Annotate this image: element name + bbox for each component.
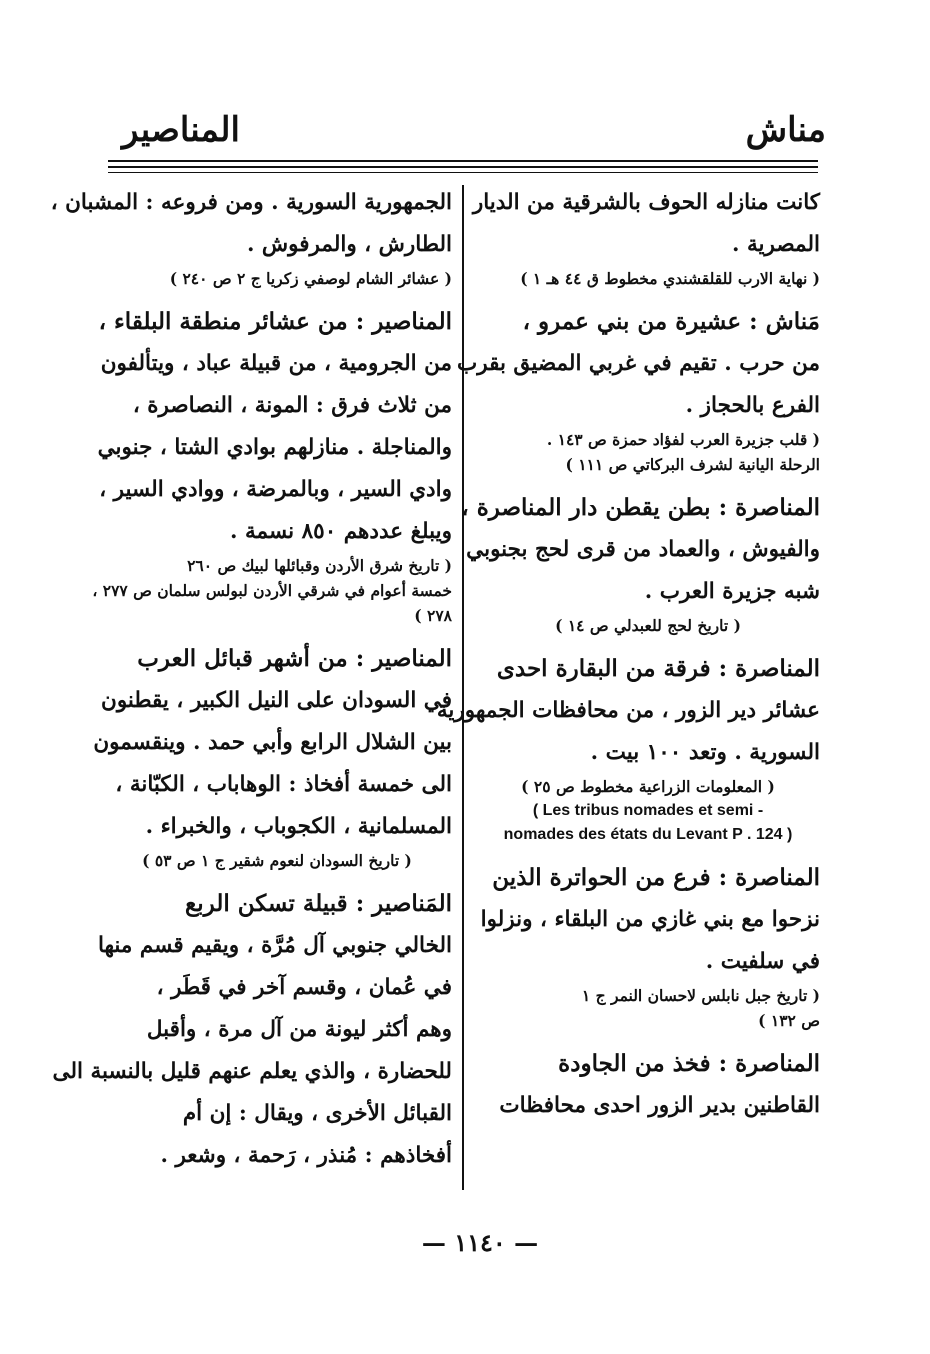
entry-gap <box>476 291 820 301</box>
entry-gap <box>476 477 820 487</box>
text-line: في عُمان ، وقسم آخر في قَطَر ، <box>156 975 452 1000</box>
header-rule <box>108 160 818 162</box>
header-rule <box>108 172 818 173</box>
text-line: السورية . وتعد ١٠٠ بيت . <box>590 740 820 765</box>
source-reference: الرحلة اليانية لشرف البركاتي ص ١١١ ) <box>565 455 820 474</box>
text-line: الفرع بالحجاز . <box>685 393 820 418</box>
entry-heading-line: المناصير : من أشهر قبائل العرب <box>137 645 452 672</box>
entry-gap <box>102 291 452 301</box>
header-right-word: مناش <box>745 110 826 150</box>
text-line: المصرية . <box>732 232 820 257</box>
entry-heading-line: المناصرة : فرع من الحواترة الذين <box>492 864 820 891</box>
text-line: نزحوا مع بني غازي من البلقاء ، ونزلوا <box>480 907 820 932</box>
text-line: المسلمانية ، الكجوباب ، والخبراء . <box>145 814 452 839</box>
left-column <box>50 182 452 1177</box>
source-reference: خمسة أعوام في شرقي الأردن لبولس سلمان ص ٢٧٧ ، <box>92 581 452 600</box>
text-line: وادي السير ، وبالمرضة ، ووادي السير ، <box>99 477 452 502</box>
page-number: — ١١٤٠ — <box>421 1228 539 1257</box>
text-line: من ثلاث فرق : المونة ، النصاصرة ، <box>132 393 452 418</box>
text-line: عشائر دير الزور ، من محافظات الجمهورية <box>436 698 820 723</box>
right-column <box>436 182 820 1127</box>
text-line: شبه جزيرة العرب . <box>644 579 820 604</box>
text-line: في السودان على النيل الكبير ، يقطنون <box>101 688 452 713</box>
entry-heading-line: المناصير : من عشائر منطقة البلقاء ، <box>98 308 452 335</box>
source-reference: ( قلب جزيرة العرب لفؤاد حمزة ص ١٤٣ . <box>546 430 820 449</box>
header-left-word: المناصير <box>122 110 240 150</box>
french-reference: nomades des états du Levant P . 124 ) <box>503 826 793 843</box>
entry-heading-line: المناصرة : فرقة من البقارة احدى <box>496 655 820 682</box>
entry-heading-line: مَناش : عشيرة من بني عمرو ، <box>522 308 820 335</box>
source-reference: ( نهاية الارب للقلقشندي مخطوط ق ٤٤ هـ ١ ) <box>520 269 820 288</box>
entry-gap <box>102 628 452 638</box>
text-line: والمناجلة . منازلهم بوادي الشتا ، جنوبي <box>97 435 452 460</box>
text-line: القبائل الأخرى ، ويقال : إن أم <box>182 1101 452 1126</box>
source-reference: ( تاريخ لحج للعبدلي ص ١٤ ) <box>555 616 741 635</box>
source-reference: ٢٧٨ ) <box>414 606 452 625</box>
french-reference: ( Les tribus nomades et semi - <box>532 802 764 819</box>
text-line: أفخاذهم : مُنذر ، رَحمة ، وشعر . <box>160 1143 452 1168</box>
source-reference: ( تاريخ شرق الأردن وقبائلها لبيك ص ٢٦٠ <box>187 556 452 575</box>
column-divider <box>462 185 464 1190</box>
text-line: الخالي جنوبي آل مُرَّة ، ويقيم قسم منها <box>97 933 452 958</box>
entry-gap <box>476 638 820 648</box>
source-reference: ( عشائر الشام لوصفي زكريا ج ٢ ص ٢٤٠ ) <box>169 269 452 288</box>
text-line: للحضارة ، والذي يعلم عنهم قليل بالنسبة الى <box>52 1059 452 1084</box>
entry-heading-line: المناصرة : فخذ من الجاودة <box>558 1050 820 1077</box>
entry-heading-line: المناصرة : بطن يقطن دار المناصرة ، <box>461 494 820 521</box>
entry-gap <box>102 873 452 883</box>
source-reference: ص ١٣٢ ) <box>758 1011 820 1030</box>
text-line: الى خمسة أفخاذ : الوهاباب ، الكبّانة ، <box>115 772 452 797</box>
entry-gap <box>476 1033 820 1043</box>
text-line: الطارش ، والمرفوش . <box>246 232 452 257</box>
text-line: كانت منازله الحوف بالشرقية من الديار <box>472 190 820 215</box>
text-line: بين الشلال الرابع وأبي حمد . وينقسمون <box>93 730 452 755</box>
text-line: القاطنين بدير الزور احدى محافظات <box>499 1093 820 1118</box>
text-line: في سلفيت . <box>705 949 820 974</box>
text-line: من الجرومية ، من قبيلة عباد ، ويتألفون <box>100 351 452 376</box>
source-reference: ( تاريخ السودان لنعوم شقير ج ١ ص ٥٣ ) <box>142 851 412 870</box>
source-reference: ( المعلومات الزراعية مخطوط ص ٢٥ ) <box>521 777 775 796</box>
text-line: وهم أكثر ليونة من آل مرة ، وأقبل <box>146 1017 452 1042</box>
text-line: الجمهورية السورية . ومن فروعه : المشبان ، <box>50 190 452 215</box>
text-line: والفيوش ، والعماد من قرى لحج بجنوبي <box>466 537 820 562</box>
header-rule <box>108 166 818 168</box>
text-line: من حرب . تقيم في غربي المضيق بقرب <box>456 351 820 376</box>
text-line: ويبلغ عددهم ٨٥٠ نسمة . <box>230 519 452 544</box>
source-reference: ( تاريخ جبل نابلس لاحسان النمر ج ١ <box>581 986 820 1005</box>
entry-heading-line: المَناصير : قبيلة تسكن الربع <box>184 890 452 917</box>
entry-gap <box>476 847 820 857</box>
